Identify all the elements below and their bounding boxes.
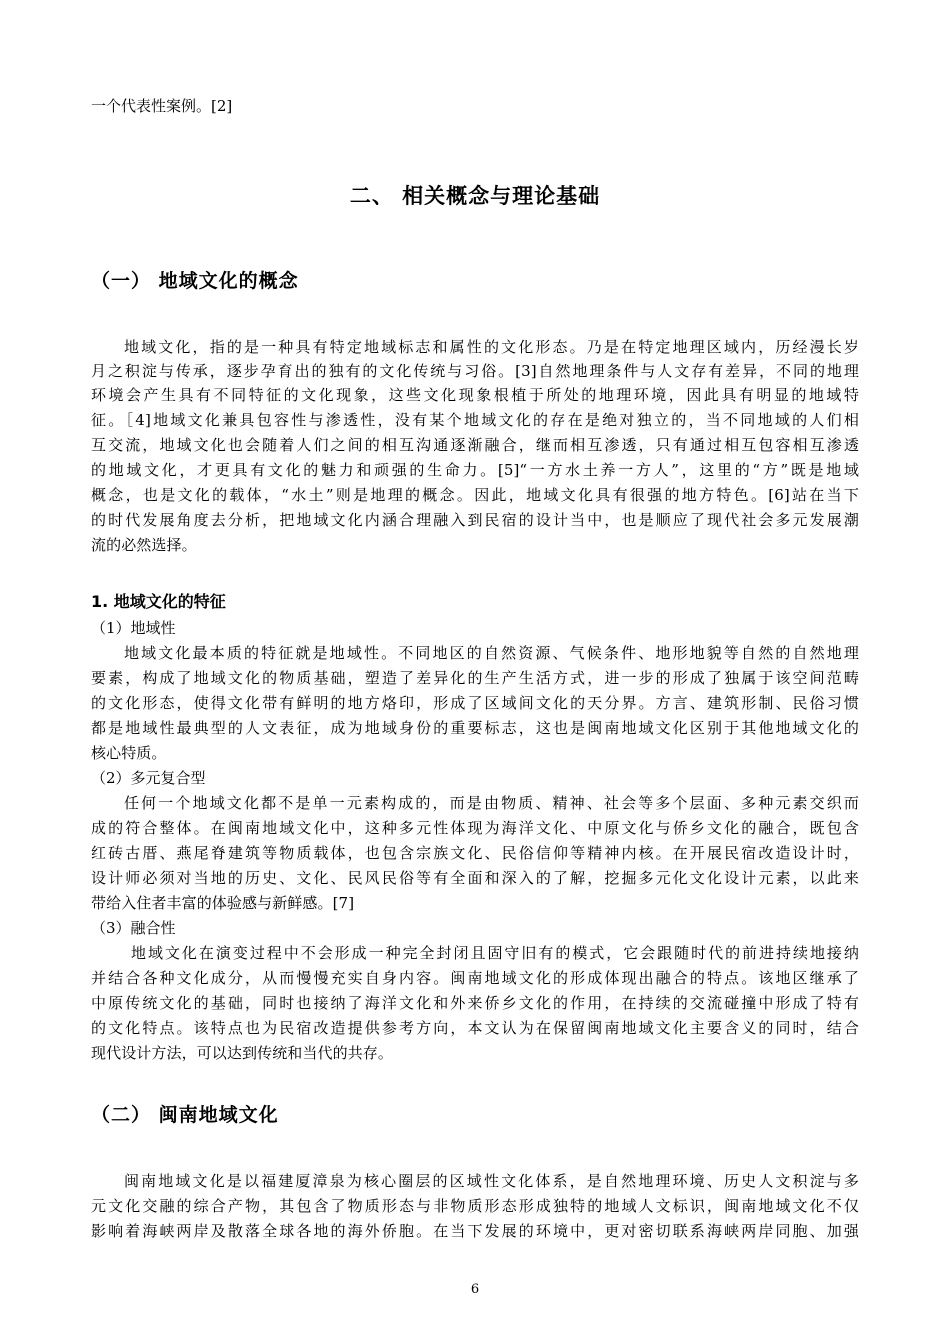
paragraph-line: 要素，构成了地域文化的物质基础，塑造了差异化的生产生活方式，进一步的形成了独属于该空间范畴 xyxy=(91,669,859,687)
paragraph-line: 核心特质。 xyxy=(91,744,167,762)
paragraph-line: 的时代发展角度去分析，把地域文化内涵合理融入到民宿的设计当中，也是顺应了现代社会多元发展潮 xyxy=(91,511,859,529)
page-number: 6 xyxy=(470,1282,480,1297)
paragraph-line: 的文化特点。该特点也为民宿改造提供参考方向，本文认为在保留闽南地域文化主要含义的同时，结合 xyxy=(91,1019,859,1037)
subsection-title-2: （二） 闽南地域文化 xyxy=(91,1104,279,1126)
paragraph-line: 带给入住者丰富的体验感与新鲜感。[7] xyxy=(91,894,355,912)
paragraph-line: 中原传统文化的基础，同时也接纳了海洋文化和外来侨乡文化的作用，在持续的交流碰撞中形成了特有 xyxy=(91,994,859,1012)
paragraph-line: 设计师必须对当地的历史、文化、民风民俗等有全面和深入的了解，挖掘多元化文化设计元素，以此来 xyxy=(91,869,859,887)
paragraph-line: 影响着海峡两岸及散落全球各地的海外侨胞。在当下发展的环境中，更对密切联系海峡两岸同胞、加强 xyxy=(91,1222,859,1240)
paragraph-line: 环境会产生具有不同特征的文化现象，这些文化现象根植于所处的地理环境，因此具有明显的地域特 xyxy=(91,386,859,404)
item-label-diversity: （2）多元复合型 xyxy=(91,769,206,787)
paragraph-line: 的文化形态，使得文化带有鲜明的地方烙印，形成了区域间文化的天分界。方言、建筑形制、民俗习惯 xyxy=(91,694,859,712)
paragraph-line: 征。［4]地域文化兼具包容性与渗透性，没有某个地域文化的存在是绝对独立的，当不同地域的人们相 xyxy=(91,411,859,429)
paragraph-line: 月之积淀与传承，逐步孕育出的独有的文化传统与习俗。[3]自然地理条件与人文存有差异，不同的地理 xyxy=(91,362,859,380)
subsection-title-1: （一） 地域文化的概念 xyxy=(91,270,299,292)
paragraph-line: 红砖古厝、燕尾脊建筑等物质载体，也包含宗族文化、民俗信仰等精神内核。在开展民宿改造设计时， xyxy=(91,844,859,862)
section-title: 二、 相关概念与理论基础 xyxy=(349,184,601,208)
paragraph-line: 任何一个地域文化都不是单一元素构成的，而是由物质、精神、社会等多个层面、多种元素交织而 xyxy=(124,794,859,812)
paragraph-line: 成的符合整体。在闽南地域文化中，这种多元性体现为海洋文化、中原文化与侨乡文化的融合，既包含 xyxy=(91,819,859,837)
paragraph-line: 流的必然选择。 xyxy=(91,536,197,554)
paragraph-line: 地域文化最本质的特征就是地域性。不同地区的自然资源、气候条件、地形地貌等自然的自然地理 xyxy=(124,644,859,662)
paragraph-line: 现代设计方法，可以达到传统和当代的共存。 xyxy=(91,1044,394,1062)
paragraph-line: 元文化交融的综合产物，其包含了物质形态与非物质形态形成独特的地域人文标识，闽南地域文化不仅 xyxy=(91,1197,859,1215)
paragraph-line: 概念，也是文化的载体，“水土”则是地理的概念。因此，地域文化具有很强的地方特色。[6]站在当下 xyxy=(91,486,859,504)
paragraph-line: 互交流，地域文化也会随着人们之间的相互沟通逐渐融合，继而相互渗透，只有通过相互包容相互渗透 xyxy=(91,436,859,454)
paragraph-line: 的地域文化，才更具有文化的魅力和顽强的生命力。[5]“一方水土养一方人”，这里的“方”既是地域 xyxy=(91,461,859,479)
item-label-regionality: （1）地域性 xyxy=(91,619,176,637)
paragraph-line: 并结合各种文化成分，从而慢慢充实自身内容。闽南地域文化的形成体现出融合的特点。该地区继承了 xyxy=(91,969,859,987)
paragraph-line: 闽南地域文化是以福建厦漳泉为核心圈层的区域性文化体系，是自然地理环境、历史人文积淀与多 xyxy=(124,1172,859,1190)
carry-over-line: 一个代表性案例。[2] xyxy=(91,97,233,115)
paragraph-line: 地域文化，指的是一种具有特定地域标志和属性的文化形态。乃是在特定地理区域内，历经漫长岁 xyxy=(124,338,859,356)
heading-regional-culture-features: 1. 地域文化的特征 xyxy=(91,592,226,611)
paragraph-line: 地域文化在演变过程中不会形成一种完全封闭且固守旧有的模式，它会跟随时代的前进持续地接纳 xyxy=(131,944,859,962)
item-label-integration: （3）融合性 xyxy=(91,919,176,937)
paragraph-line: 都是地域性最典型的人文表征，成为地域身份的重要标志，这也是闽南地域文化区别于其他地域文化的 xyxy=(91,719,859,737)
